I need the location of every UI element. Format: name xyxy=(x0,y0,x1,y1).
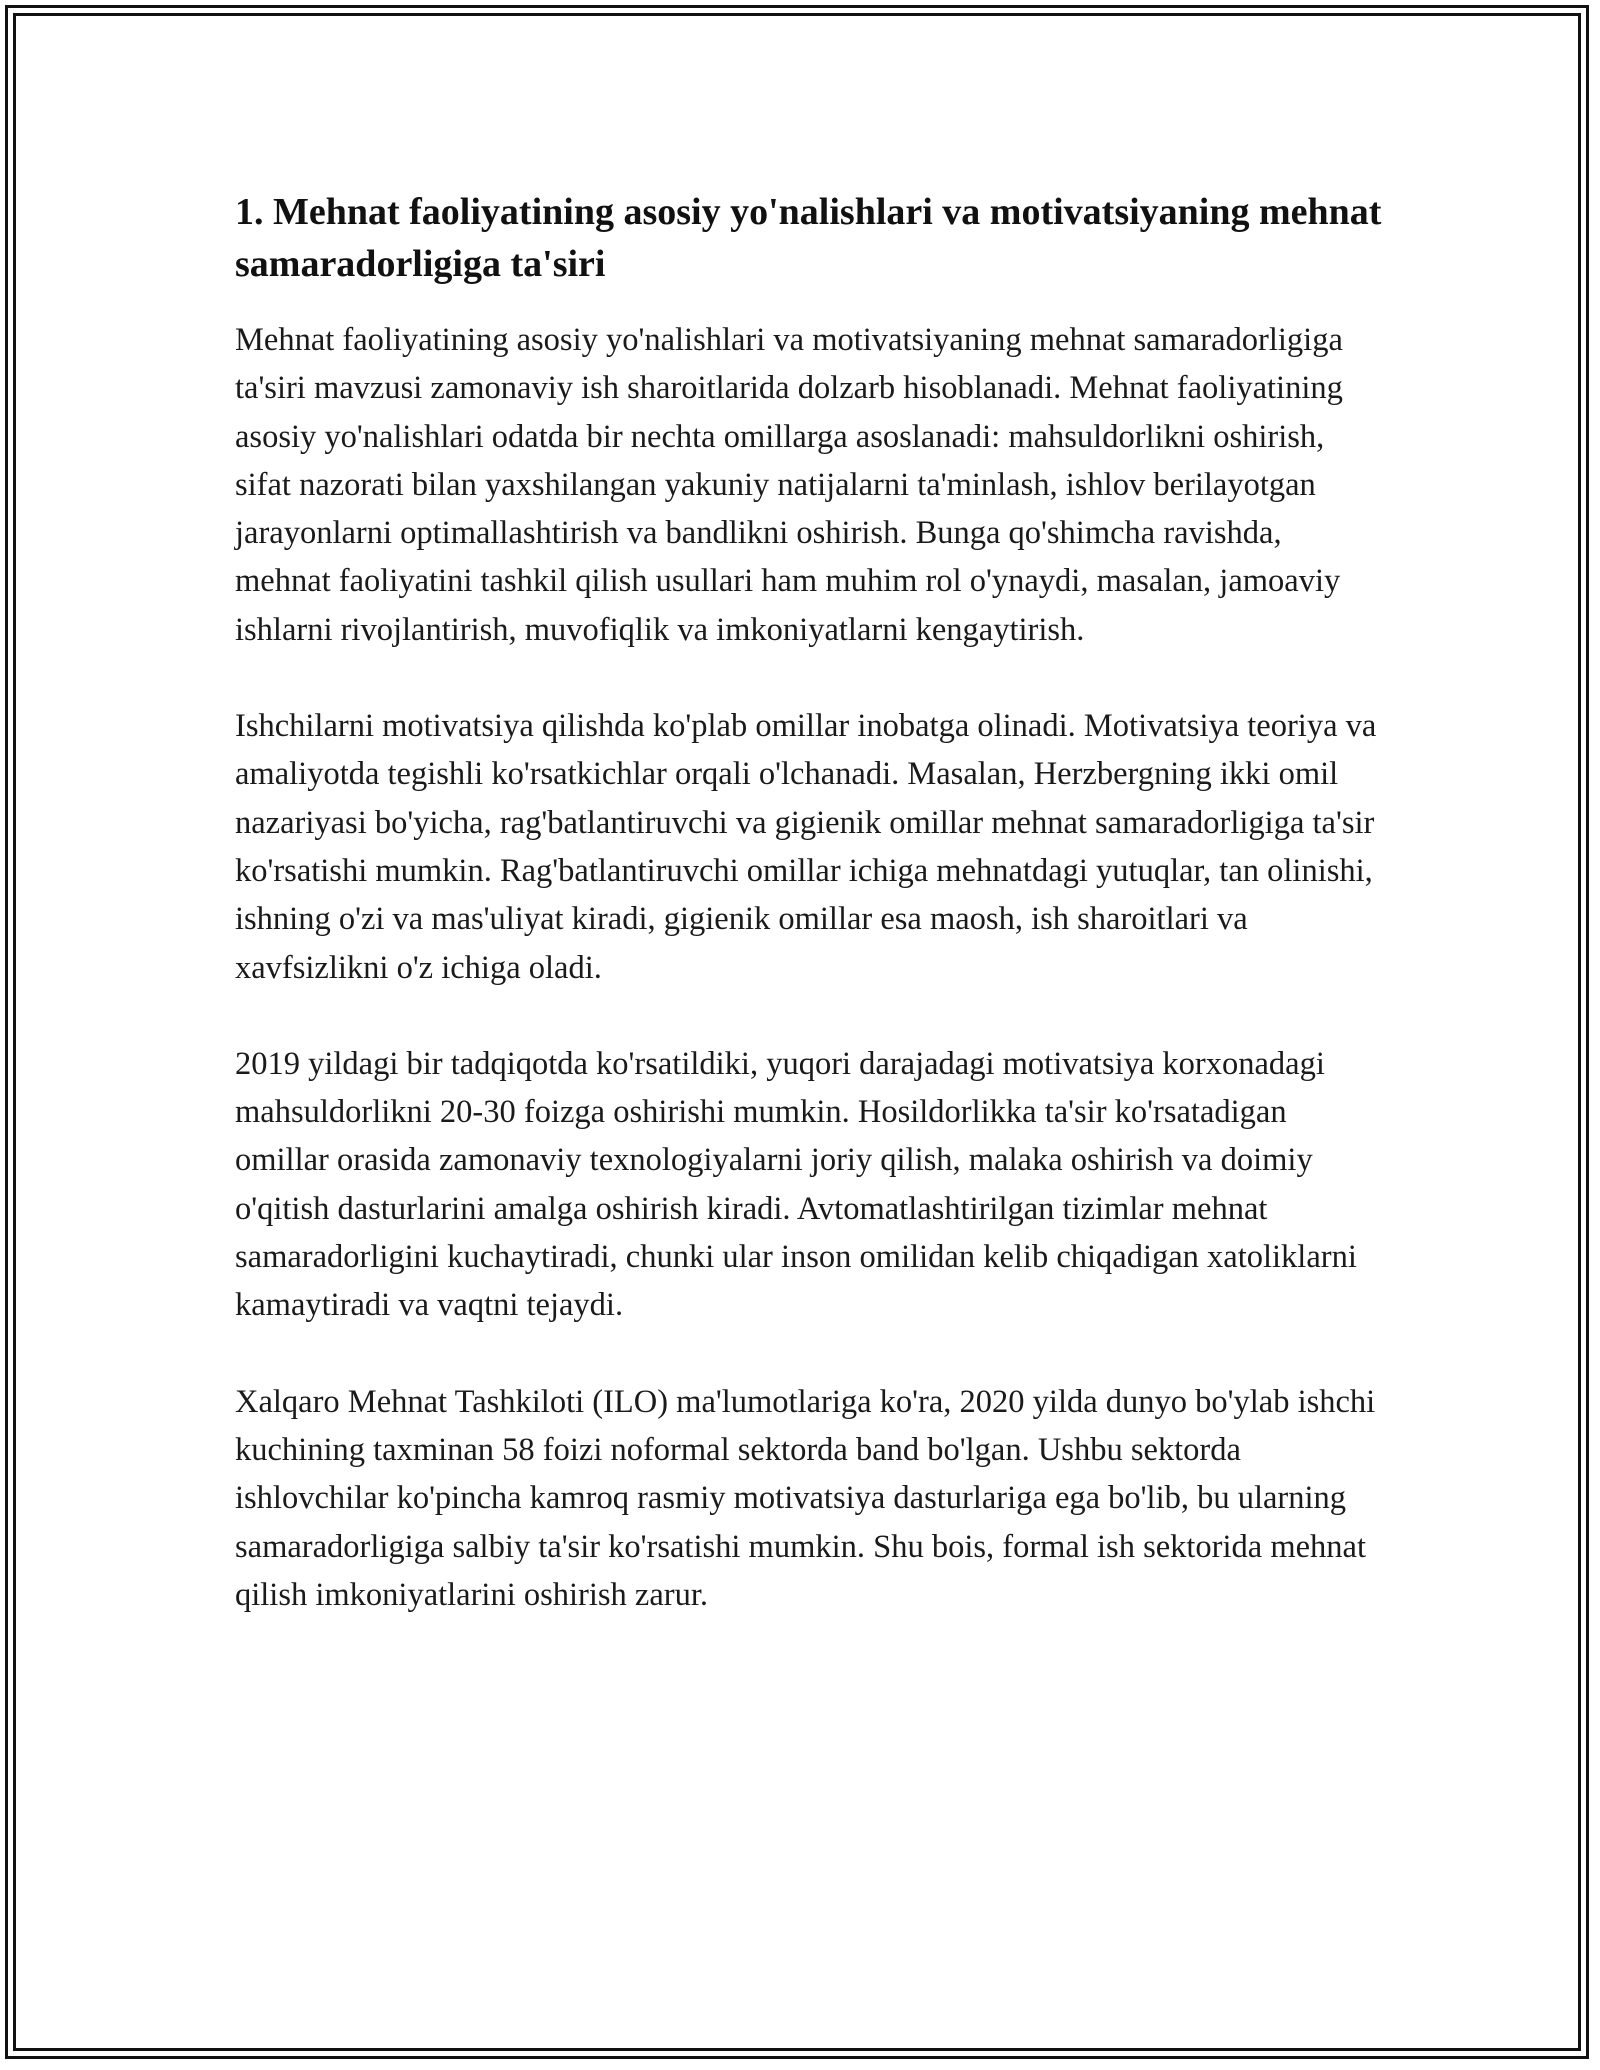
paragraph-2: Ishchilarni motivatsiya qilishda ko'plab omillar inobatga olinadi. Motivatsiya teoriya va amaliyotda tegishli ko'rsatkichlar orqali o'lchanadi. Masalan, Herzbergning ikki omil nazariyasi bo'yicha, rag'batlantiruvchi va gigienik omillar mehnat samaradorligiga ta'sir ko'rsatishi mumkin. Rag'batlantiruvchi omillar ichiga mehnatdagi yutuqlar, tan olinishi, ishning o'zi va mas'uliyat kiradi, gigienik omillar esa maosh, ish sharoitlari va xavfsizlikni o'z ichiga oladi. xyxy=(235,708,1377,986)
paragraph-1: Mehnat faoliyatining asosiy yo'nalishlari va motivatsiyaning mehnat samaradorligiga ta'siri mavzusi zamonaviy ish sharoitlarida dolzarb hisoblanadi. Mehnat faoliyatining asosiy yo'nalishlari odatda bir nechta omillarga asoslanadi: mahsuldorlikni oshirish, sifat nazorati bilan yaxshilangan yakuniy natijalarni ta'minlash, ishlov berilayotgan jarayonlarni optimallashtirish va bandlikni oshirish. Bunga qo'shimcha ravishda, mehnat faoliyatini tashkil qilish usullari ham muhim rol o'ynaydi, masalan, jamoaviy ishlarni rivojlantirish, muvofiqlik va imkoniyatlarni kengaytirish. xyxy=(235,322,1343,648)
document-title: 1. Mehnat faoliyatining asosiy yo'nalishlari va motivatsiyaning mehnat samaradorligiga ta'siri xyxy=(235,191,1382,285)
paragraph-4: Xalqaro Mehnat Tashkiloti (ILO) ma'lumotlariga ko'ra, 2020 yilda dunyo bo'ylab ishchi kuchining taxminan 58 foizi noformal sektorda band bo'lgan. Ushbu sektorda ishlovchilar ko'pincha kamroq rasmiy motivatsiya dasturlariga ega bo'lib, bu ularning samaradorligiga salbiy ta'sir ko'rsatishi mumkin. Shu bois, formal ish sektorida mehnat qilish imkoniyatlarini oshirish zarur. xyxy=(235,1383,1376,1613)
paragraph-3: 2019 yildagi bir tadqiqotda ko'rsatildiki, yuqori darajadagi motivatsiya korxonadagi mahsuldorlikni 20-30 foizga oshirishi mumkin. Hosildorlikka ta'sir ko'rsatadigan omillar orasida zamonaviy texnologiyalarni joriy qilish, malaka oshirish va doimiy o'qitish dasturlarini amalga oshirish kiradi. Avtomatlashtirilgan tizimlar mehnat samaradorligini kuchaytiradi, chunki ular inson omilidan kelib chiqadigan xatoliklarni kamaytiradi va vaqtni tejaydi. xyxy=(235,1045,1357,1324)
document-body xyxy=(235,186,1385,1667)
